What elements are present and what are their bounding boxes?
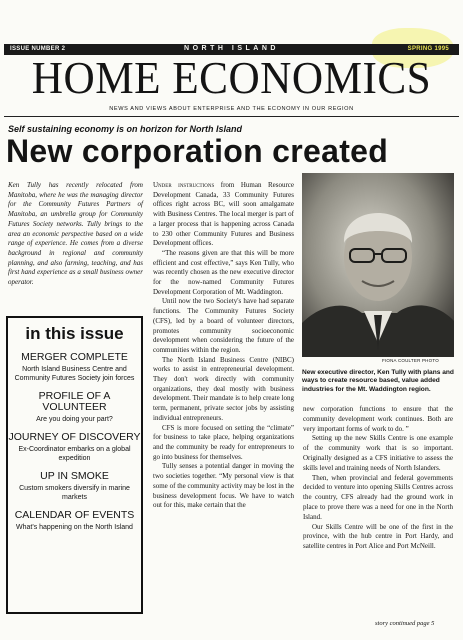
toc-item-desc: What's happening on the North Island bbox=[16, 524, 133, 531]
lead-smallcaps: Under instructions bbox=[153, 181, 215, 189]
toc-item-desc: Custom smokers diversify in marine markets bbox=[19, 485, 130, 501]
toc-item-title: JOURNEY OF DISCOVERY bbox=[8, 431, 141, 443]
story-paragraph bbox=[153, 181, 294, 249]
toc-item-desc: Ex-Coordinator embarks on a global expedition bbox=[18, 446, 131, 462]
story-column-middle bbox=[153, 181, 294, 511]
toc-item[interactable] bbox=[8, 352, 141, 383]
toc-item-title: PROFILE OF A VOLUNTEER bbox=[38, 390, 111, 413]
story-paragraph: The North Island Business Centre (NIBC) works to assist in entrepreneurial development. They don't work directly with community organizations, they deal mostly with business development. Their mandate is to help create long term, permanent, private sector jobs by assisting individual entrepreneurs. bbox=[153, 355, 294, 422]
story-paragraph: Then, when provincial and federal governments decided to venture into opening Skills Centres across the country, CFS already had the ground work in place to prove there was a need for one in the North Island. bbox=[303, 473, 453, 521]
story-intro: Ken Tully has recently relocated from Manitoba, where he was the managing director for the Community Futures Partners of Manitoba, an umbrella group for Community Futures Society networks. Tully brings to the area an economic perspective based on a wide range of experience. He comes from a diverse background in regional and community planning, and also farming, teaching, and has first hand experience as a small business owner operator. bbox=[8, 181, 143, 287]
issue-number: ISSUE NUMBER 2 bbox=[10, 46, 66, 52]
story-paragraph: new corporation functions to ensure that the community development work continues. Both are very important forms of work to do. ” bbox=[303, 405, 453, 433]
toc-item[interactable] bbox=[8, 510, 141, 532]
story-paragraph: CFS is more focused on setting the “climate” for business to take place, helping organizations and the community be ready for entrepreneurs to go into business for themselves. bbox=[153, 423, 294, 461]
issue-season: SPRING 1995 bbox=[407, 46, 449, 52]
story-paragraph: Until now the two Society's have had separate functions. The Community Futures Society (CFS), led by a board of volunteer directors, promotes community socioeconomic development when considering the future of the communities within the region. bbox=[153, 297, 294, 354]
photo-caption: New executive director, Ken Tully with plans and ways to create resource based, value added industries for the Mt. Waddington region. bbox=[302, 369, 454, 393]
lead-text: from Human Resource Development Canada, 33 Community Futures offices right across BC, will soon amalgamate with Business Centres. The local merger is part of a larger process that is happening across Canada to 230 other Community Futures and Business Development offices. bbox=[153, 181, 295, 248]
region-name: NORTH ISLAND bbox=[184, 45, 279, 52]
story-kicker: Self sustaining economy is on horizon for North Island bbox=[8, 124, 243, 134]
story-paragraph: Our Skills Centre will be one of the first in the province, with the hub centre in Port Hardy, and satellite centres in Port Alice and Port McNeill. bbox=[303, 522, 453, 551]
photo-credit: FIONA COULTER PHOTO bbox=[382, 358, 439, 363]
toc-item-title: UP IN SMOKE bbox=[40, 470, 109, 482]
story-continued-link[interactable]: story continued page 5 bbox=[375, 620, 435, 627]
masthead-tagline: NEWS AND VIEWS ABOUT ENTERPRISE AND THE ECONOMY IN OUR REGION bbox=[109, 106, 354, 112]
toc-item[interactable] bbox=[8, 391, 141, 424]
story-column-right bbox=[303, 405, 453, 552]
toc-item-desc: Are you doing your part? bbox=[36, 416, 113, 423]
portrait-photo bbox=[302, 173, 454, 357]
toc-item[interactable] bbox=[8, 432, 141, 463]
story-paragraph: Setting up the new Skills Centre is one example of the community work that is so important. Originally designed as a CFS initiative to assess the skills level and training needs of North Islanders. bbox=[303, 434, 453, 472]
toc-item-title: MERGER COMPLETE bbox=[21, 351, 128, 363]
story-paragraph: “The reasons given are that this will be more efficient and cost effective,” says Ken Tully, who was recently chosen as the new executive director for the now-named Community Futures Development Corporation of Mt. Waddington. bbox=[153, 248, 294, 296]
toc-item-title: CALENDAR OF EVENTS bbox=[14, 509, 135, 521]
portrait-illustration bbox=[302, 173, 454, 357]
story-paragraph: Tully senses a potential danger in moving the two societies together. “My personal view is that some of the community activity may be lost in the business development focus. We have to watch out for this, make certain that the bbox=[153, 462, 294, 510]
story-headline: New corporation created bbox=[6, 133, 389, 169]
masthead-title: HOME ECONOMICS bbox=[31, 52, 432, 103]
in-this-issue-box bbox=[6, 316, 143, 614]
toc-item[interactable] bbox=[8, 471, 141, 502]
in-this-issue-heading: in this issue bbox=[25, 324, 124, 343]
masthead-rule bbox=[4, 116, 459, 117]
toc-item-desc: North Island Business Centre and Community Futures Society join forces bbox=[14, 366, 135, 382]
